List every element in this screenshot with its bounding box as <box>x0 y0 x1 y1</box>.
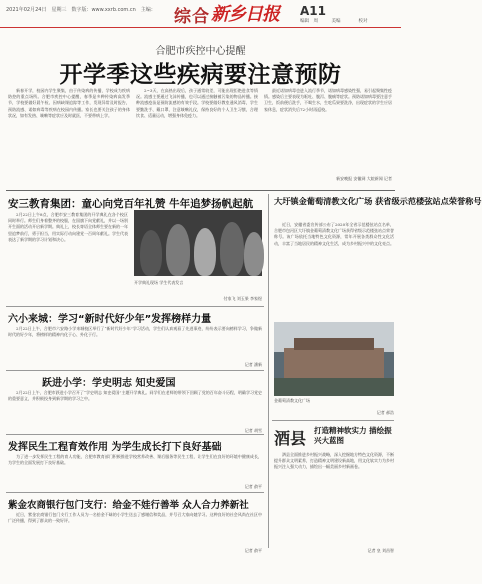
page-number: A11 <box>300 4 326 18</box>
date-line: 2021年02月24日 星期三 数字版：www.xxrb.com.cn 主编： <box>6 7 156 13</box>
lead-column-1: 新春开学，校园内学生聚集，由于传染病的传播，学校成为疾病防控的重点场所。合肥市疾控中心提醒，春季是多种传染病高发季节，学校要做好晨午检、因病缺课追踪等工作，发现异常及时报告，预防流感、诺如病毒等疾病在校园内传播。家长也要关注孩子的身体状况，如有发热、咳嗽等症状应及时就医，不要带病上学。 <box>8 88 130 118</box>
feature-byline: 记者 皇 刘昌智 <box>367 548 394 553</box>
article-6-title-line-1: 大圩镇金葡萄清教文化广场 获省级示范楼弦站点荣誉称号 <box>274 196 482 206</box>
section-name: 综合 <box>174 7 210 27</box>
article-6-byline: 记者 郝浩 <box>376 410 394 415</box>
header-divider <box>0 27 401 28</box>
article-3-body: 2月22日上午，合肥市跃进小学召开了“学史明志 知史爱国”主题开学典礼。同学们在老师的带领下回顾了党的百年奋斗历程，明确学习党史的重要意义，并积极投身到新学期的学习之中。 <box>8 390 262 402</box>
article-4-body: 为了进一步发挥民生工程的育人功能，合肥市教育部门积极推进学校营养改善、课后服务等民生工程，让学生们在良好的环境中健康成长，为学生的全面发展打下良好基础。 <box>8 454 262 466</box>
column-divider <box>268 194 269 548</box>
article-3-title: 跃进小学：学史明志 知史爱国 <box>42 378 176 389</box>
article-6-body: 近日，安徽省委宣传部公布了2020年全省示范楼弦站点名单，合肥市包河区大圩镇金葡萄清教文化广场获得省级示范楼弦站点荣誉称号。该广场依托当地特色文化资源，常年开展各类群众性文化活动，丰富了当地居民的精神文化生活，成为乡村振兴中的文化亮点。 <box>274 222 394 246</box>
divider <box>6 370 264 371</box>
lead-byline: 新安晚报 安徽网 大皖新闻 记者 <box>336 176 392 181</box>
article-4-byline: 记者 俞平 <box>244 484 262 489</box>
divider <box>6 434 264 435</box>
section-divider <box>6 190 395 191</box>
article-2-byline: 记者 潘新 <box>244 362 262 367</box>
article-1-byline: 付家飞 刘玉果 李家煜 <box>223 296 262 301</box>
article-6-caption: 金葡萄清教文化广场 <box>274 398 310 403</box>
divider <box>6 306 264 307</box>
article-6-photo <box>274 322 394 396</box>
staff-line: 编辑 周 美编 校对 <box>300 19 368 24</box>
article-1-body: 2月22日上午8点，合肥市安三教育集团的开学典礼在各个校区同时举行。师生们身着整齐的校服，在国旗下向党献礼，并以一场别开生面的活动开启新学期。典礼上，校长寄语全体师生要在新的一年里追梦前行，勇于担当，用实际行动向建党一百周年献礼。学生代表表达了新学期的学习计划和决心。 <box>8 212 128 242</box>
newspaper-brand: 新乡日报 <box>211 4 279 25</box>
article-1-caption: 开学典礼现场 学生代表发言 <box>134 280 184 285</box>
lead-column-3: 最近诺如病毒也进入流行季节，诺如病毒感染性强，易引起聚集性疫情。感染后主要表现为呕吐、腹泻、腹痛等症状。预防诺如病毒要注意手卫生，饭前便后洗手，不喝生水，生吃瓜果要洗净，出现症状的学生应居家休息，症状消失后72小时再返校。 <box>264 88 392 112</box>
feature-title: 打造精神软实力 描绘振兴大蓝图 <box>314 426 392 445</box>
masthead <box>0 0 401 28</box>
divider <box>272 420 394 421</box>
lead-column-2: 2~3天，在高热出现后，孩子通常较差，可能出现拒绝进食等情况。流感主要通过飞沫传播，也可以通过接触被污染的物品传播。接种流感疫苗是预防流感的有效手段。学校要做好教室通风消毒，学生要勤洗手、戴口罩，注意咳嗽礼仪，保持良好的个人卫生习惯，合理饮食、适量运动，增强身体免疫力。 <box>136 88 258 118</box>
article-2-body: 2月22日上午，合肥市六安路小学来城校区举行了“新时代好少年”学习活动，学生们认真观看了先进事迹，纷纷表示要向榜样学习，争做新时代的好少年，将榜样的精神内化于心、外化于行。 <box>8 326 262 338</box>
lead-headline: 开学季这些疾病要注意预防 <box>59 62 342 88</box>
lead-kicker: 合肥市疾控中心提醒 <box>155 46 246 57</box>
feature-body: 泗县全面推进乡村振兴战略，深入挖掘地方特色文化资源，不断提升群众文明素养，打造精神文明建设新高地，用文化软实力为乡村振兴注入强大动力，描绘出一幅美丽乡村新画卷。 <box>274 452 394 470</box>
article-3-byline: 记者 胡雪 <box>244 428 262 433</box>
feature-mark: 酒县 <box>274 429 307 448</box>
article-1-title: 安三教育集团：童心向党百年礼赞 牛年追梦扬帆起航 <box>8 198 254 210</box>
article-5-body: 近日，紫金农商银行包门支行工作人员为一名拾金不昧的小学生送去了感谢信和奖品，并号召大家向她学习。这种良好的社会风尚在社区中广泛传播，得到了群众的一致好评。 <box>8 512 262 524</box>
article-5-title: 紫金农商银行包门支行：给金不娃行善举 众人合力养新社 <box>8 500 249 511</box>
article-1-photo <box>134 210 262 276</box>
divider <box>6 492 264 493</box>
article-4-title: 发挥民生工程育效作用 为学生成长打下良好基础 <box>8 442 222 453</box>
article-2-title: 六小来城：学习“新时代好少年”发挥榜样力量 <box>8 314 212 325</box>
article-5-byline: 记者 俞平 <box>244 548 262 553</box>
